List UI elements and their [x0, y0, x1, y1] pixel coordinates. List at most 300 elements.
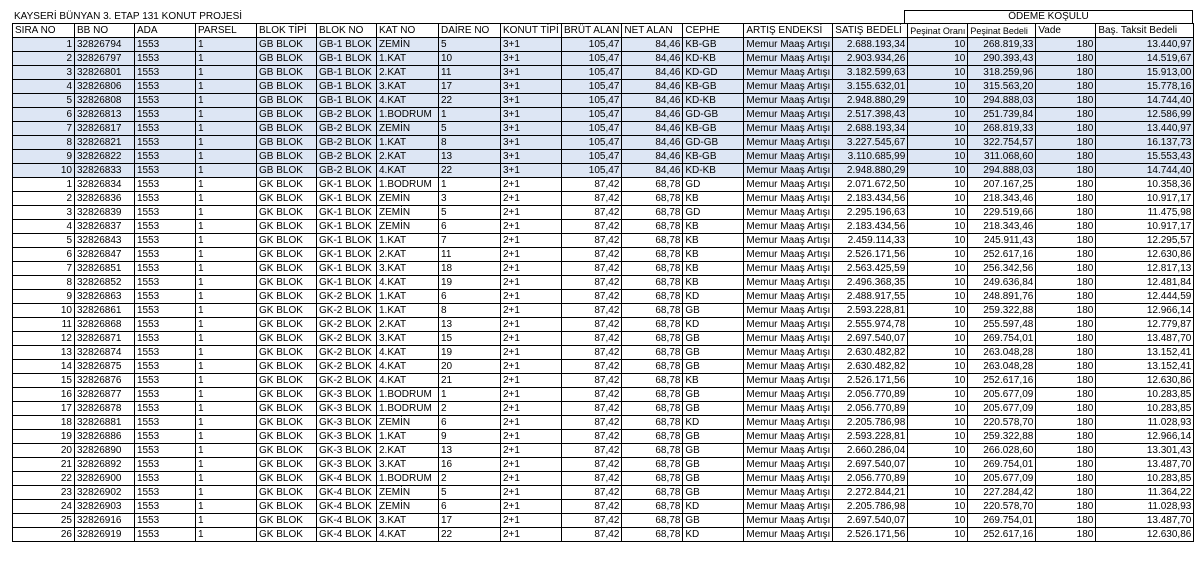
table-cell: ZEMİN	[377, 500, 439, 514]
table-cell: 105,47	[562, 52, 622, 66]
table-cell: 87,42	[562, 388, 622, 402]
table-row	[13, 150, 1194, 164]
table-cell: 252.617,16	[968, 528, 1036, 542]
table-cell: KB	[683, 220, 744, 234]
table-cell: 2.183.434,56	[833, 220, 908, 234]
table-cell: GK BLOK	[257, 332, 317, 346]
table-cell: Memur Maaş Artışı	[744, 458, 833, 472]
table-cell: 2.295.196,63	[833, 206, 908, 220]
table-cell: 84,46	[622, 164, 683, 178]
table-cell: 268.819,33	[968, 38, 1036, 52]
table-row	[13, 52, 1194, 66]
table-cell: 32826834	[75, 178, 135, 192]
table-cell: 1.KAT	[377, 136, 439, 150]
table-cell: GK-2 BLOK	[317, 290, 377, 304]
table-cell: KD	[683, 318, 744, 332]
table-cell: 180	[1036, 514, 1096, 528]
table-cell: 5	[439, 206, 501, 220]
table-cell: 4.KAT	[377, 94, 439, 108]
table-cell: 19	[13, 430, 75, 444]
table-cell: GD	[683, 178, 744, 192]
table-cell: 2+1	[501, 290, 562, 304]
table-cell: KD-KB	[683, 52, 744, 66]
table-row	[13, 486, 1194, 500]
table-cell: 227.284,42	[968, 486, 1036, 500]
table-cell: 1	[196, 136, 257, 150]
table-cell: Memur Maaş Artışı	[744, 164, 833, 178]
table-cell: 10	[908, 304, 968, 318]
table-cell: 10	[908, 234, 968, 248]
table-cell: 12.630,86	[1096, 248, 1194, 262]
table-cell: 315.563,20	[968, 80, 1036, 94]
table-cell: 3.227.545,67	[833, 136, 908, 150]
table-cell: 180	[1036, 66, 1096, 80]
table-cell: 1	[196, 402, 257, 416]
table-cell: 3+1	[501, 150, 562, 164]
table-cell: 256.342,56	[968, 262, 1036, 276]
table-cell: 14.744,40	[1096, 94, 1194, 108]
table-cell: GK-3 BLOK	[317, 402, 377, 416]
table-cell: GB BLOK	[257, 52, 317, 66]
table-cell: 266.028,60	[968, 444, 1036, 458]
table-cell: 3+1	[501, 108, 562, 122]
table-cell: GK BLOK	[257, 444, 317, 458]
column-header: BLOK TİPİ	[257, 24, 317, 38]
table-cell: GK-3 BLOK	[317, 444, 377, 458]
table-cell: 105,47	[562, 66, 622, 80]
table-cell: Memur Maaş Artışı	[744, 66, 833, 80]
table-cell: Memur Maaş Artışı	[744, 388, 833, 402]
table-cell: 269.754,01	[968, 332, 1036, 346]
table-cell: GK BLOK	[257, 346, 317, 360]
table-cell: 13.440,97	[1096, 38, 1194, 52]
column-header: BRÜT ALAN	[562, 24, 622, 38]
table-cell: 32826902	[75, 486, 135, 500]
table-cell: 2.KAT	[377, 66, 439, 80]
table-cell: 11.028,93	[1096, 416, 1194, 430]
table-cell: 84,46	[622, 136, 683, 150]
table-cell: 10	[908, 402, 968, 416]
table-cell: 10	[908, 416, 968, 430]
table-cell: GK-1 BLOK	[317, 178, 377, 192]
table-cell: 248.891,76	[968, 290, 1036, 304]
table-cell: Memur Maaş Artışı	[744, 220, 833, 234]
table-cell: Memur Maaş Artışı	[744, 136, 833, 150]
table-cell: 294.888,03	[968, 164, 1036, 178]
table-cell: 87,42	[562, 416, 622, 430]
table-cell: Memur Maaş Artışı	[744, 500, 833, 514]
table-cell: 10	[908, 500, 968, 514]
table-cell: 249.636,84	[968, 276, 1036, 290]
table-cell: 180	[1036, 304, 1096, 318]
table-cell: 1	[196, 262, 257, 276]
table-cell: 2+1	[501, 374, 562, 388]
table-cell: 2.272.844,21	[833, 486, 908, 500]
table-cell: 2.071.672,50	[833, 178, 908, 192]
table-cell: GB BLOK	[257, 80, 317, 94]
table-cell: 32826881	[75, 416, 135, 430]
table-cell: 32826801	[75, 66, 135, 80]
table-cell: Memur Maaş Artışı	[744, 52, 833, 66]
column-header: CEPHE	[683, 24, 744, 38]
table-cell: Memur Maaş Artışı	[744, 444, 833, 458]
table-cell: 180	[1036, 108, 1096, 122]
table-cell: Memur Maaş Artışı	[744, 234, 833, 248]
table-cell: KB-GB	[683, 38, 744, 52]
table-row	[13, 514, 1194, 528]
table-cell: 11	[439, 248, 501, 262]
table-cell: 13	[439, 318, 501, 332]
table-cell: 15	[439, 332, 501, 346]
table-row	[13, 178, 1194, 192]
table-cell: 18	[13, 416, 75, 430]
table-cell: 20	[439, 360, 501, 374]
table-cell: 9	[13, 150, 75, 164]
table-cell: 1.BODRUM	[377, 402, 439, 416]
table-cell: 1.KAT	[377, 304, 439, 318]
table-cell: 4.KAT	[377, 346, 439, 360]
table-cell: 2+1	[501, 304, 562, 318]
table-cell: GK BLOK	[257, 500, 317, 514]
table-cell: GB	[683, 332, 744, 346]
table-cell: 10	[908, 52, 968, 66]
table-cell: 68,78	[622, 220, 683, 234]
table-cell: 87,42	[562, 290, 622, 304]
table-cell: GK-3 BLOK	[317, 388, 377, 402]
table-cell: 3.KAT	[377, 514, 439, 528]
table-cell: 1.KAT	[377, 430, 439, 444]
table-cell: 1	[196, 514, 257, 528]
table-cell: 10.917,17	[1096, 220, 1194, 234]
table-cell: 68,78	[622, 458, 683, 472]
table-cell: 32826806	[75, 80, 135, 94]
table-cell: 1	[439, 178, 501, 192]
table-cell: 15.913,00	[1096, 66, 1194, 80]
title-row	[12, 10, 1192, 23]
table-cell: 105,47	[562, 122, 622, 136]
table-cell: 311.068,60	[968, 150, 1036, 164]
table-cell: 180	[1036, 164, 1096, 178]
table-cell: 1553	[135, 444, 196, 458]
table-cell: 2.593.228,81	[833, 304, 908, 318]
table-cell: 1	[13, 178, 75, 192]
table-cell: 84,46	[622, 52, 683, 66]
table-cell: 1	[196, 234, 257, 248]
table-cell: GK BLOK	[257, 360, 317, 374]
table-cell: GB-1 BLOK	[317, 80, 377, 94]
table-cell: 2.630.482,82	[833, 360, 908, 374]
table-row	[13, 416, 1194, 430]
table-cell: GK BLOK	[257, 262, 317, 276]
table-cell: 87,42	[562, 192, 622, 206]
table-cell: 16	[439, 458, 501, 472]
housing-table	[12, 23, 1194, 542]
table-cell: 32826833	[75, 164, 135, 178]
table-row	[13, 388, 1194, 402]
table-cell: 87,42	[562, 444, 622, 458]
table-cell: 180	[1036, 94, 1096, 108]
table-cell: 87,42	[562, 332, 622, 346]
table-cell: 2.660.286,04	[833, 444, 908, 458]
table-cell: 1	[196, 52, 257, 66]
table-cell: 68,78	[622, 500, 683, 514]
table-cell: 1553	[135, 360, 196, 374]
table-cell: GK-2 BLOK	[317, 346, 377, 360]
table-cell: 32826851	[75, 262, 135, 276]
table-cell: 22	[439, 528, 501, 542]
table-cell: 1	[196, 206, 257, 220]
table-cell: 1	[196, 500, 257, 514]
table-cell: GK BLOK	[257, 402, 317, 416]
table-cell: 1553	[135, 80, 196, 94]
table-cell: 2.688.193,34	[833, 122, 908, 136]
table-cell: GB	[683, 486, 744, 500]
table-cell: Memur Maaş Artışı	[744, 346, 833, 360]
table-cell: 180	[1036, 360, 1096, 374]
table-cell: 32826797	[75, 52, 135, 66]
table-cell: 32826890	[75, 444, 135, 458]
table-cell: GB BLOK	[257, 108, 317, 122]
table-cell: GK BLOK	[257, 192, 317, 206]
table-cell: 20	[13, 444, 75, 458]
table-cell: 68,78	[622, 528, 683, 542]
table-cell: 180	[1036, 388, 1096, 402]
table-cell: 68,78	[622, 486, 683, 500]
table-cell: 218.343,46	[968, 192, 1036, 206]
table-cell: 3+1	[501, 164, 562, 178]
table-cell: 23	[13, 486, 75, 500]
table-cell: 10	[908, 38, 968, 52]
table-cell: 25	[13, 514, 75, 528]
column-header: Vade	[1036, 24, 1096, 38]
table-cell: 180	[1036, 234, 1096, 248]
table-cell: 2.948.880,29	[833, 94, 908, 108]
table-cell: 180	[1036, 374, 1096, 388]
table-cell: 105,47	[562, 94, 622, 108]
table-cell: 2+1	[501, 248, 562, 262]
table-cell: 251.739,84	[968, 108, 1036, 122]
table-cell: 10	[908, 346, 968, 360]
table-cell: Memur Maaş Artışı	[744, 416, 833, 430]
table-cell: 15	[13, 374, 75, 388]
table-row	[13, 38, 1194, 52]
table-cell: 269.754,01	[968, 458, 1036, 472]
table-cell: 3+1	[501, 80, 562, 94]
table-cell: 21	[439, 374, 501, 388]
table-cell: Memur Maaş Artışı	[744, 248, 833, 262]
table-cell: 13.152,41	[1096, 360, 1194, 374]
table-cell: 1	[196, 192, 257, 206]
table-cell: GK-3 BLOK	[317, 416, 377, 430]
table-cell: 6	[439, 500, 501, 514]
table-cell: 32826847	[75, 248, 135, 262]
table-cell: Memur Maaş Artışı	[744, 150, 833, 164]
table-cell: 180	[1036, 206, 1096, 220]
table-cell: 2+1	[501, 430, 562, 444]
table-cell: 5	[439, 38, 501, 52]
table-cell: 7	[13, 262, 75, 276]
table-cell: 32826836	[75, 192, 135, 206]
table-cell: 10	[908, 136, 968, 150]
table-cell: GB	[683, 472, 744, 486]
table-row	[13, 318, 1194, 332]
table-cell: 10	[908, 80, 968, 94]
table-cell: 12.779,87	[1096, 318, 1194, 332]
table-cell: 263.048,28	[968, 346, 1036, 360]
table-cell: 68,78	[622, 472, 683, 486]
table-cell: Memur Maaş Artışı	[744, 374, 833, 388]
table-cell: 180	[1036, 500, 1096, 514]
table-cell: 87,42	[562, 220, 622, 234]
table-cell: 7	[439, 234, 501, 248]
table-cell: 1	[196, 304, 257, 318]
table-cell: 2+1	[501, 262, 562, 276]
table-cell: 68,78	[622, 276, 683, 290]
table-cell: 3.KAT	[377, 332, 439, 346]
table-cell: 180	[1036, 332, 1096, 346]
table-cell: 18	[439, 262, 501, 276]
table-cell: GK BLOK	[257, 528, 317, 542]
table-cell: Memur Maaş Artışı	[744, 430, 833, 444]
table-cell: 32826813	[75, 108, 135, 122]
table-cell: 1	[196, 388, 257, 402]
table-cell: 1553	[135, 192, 196, 206]
table-cell: 68,78	[622, 346, 683, 360]
table-cell: 10	[908, 444, 968, 458]
table-cell: 32826822	[75, 150, 135, 164]
table-cell: 6	[439, 290, 501, 304]
table-cell: 2.697.540,07	[833, 514, 908, 528]
table-cell: Memur Maaş Artışı	[744, 192, 833, 206]
table-cell: 10.917,17	[1096, 192, 1194, 206]
table-cell: 10.283,85	[1096, 388, 1194, 402]
table-cell: 8	[439, 136, 501, 150]
table-cell: 2+1	[501, 346, 562, 360]
table-cell: 5	[439, 122, 501, 136]
table-cell: 4.KAT	[377, 374, 439, 388]
table-cell: 32826839	[75, 206, 135, 220]
table-cell: 2.056.770,89	[833, 388, 908, 402]
table-cell: GK BLOK	[257, 430, 317, 444]
table-cell: 1553	[135, 220, 196, 234]
table-cell: 68,78	[622, 290, 683, 304]
table-cell: 24	[13, 500, 75, 514]
table-cell: GB	[683, 458, 744, 472]
table-cell: 10.358,36	[1096, 178, 1194, 192]
table-cell: 10	[908, 486, 968, 500]
table-cell: 2+1	[501, 458, 562, 472]
table-cell: 2+1	[501, 318, 562, 332]
spreadsheet	[12, 10, 1194, 542]
table-cell: 1	[196, 164, 257, 178]
table-cell: GK-3 BLOK	[317, 458, 377, 472]
table-cell: 180	[1036, 486, 1096, 500]
table-row	[13, 500, 1194, 514]
table-cell: 9	[439, 430, 501, 444]
table-cell: 180	[1036, 444, 1096, 458]
table-cell: GK-2 BLOK	[317, 332, 377, 346]
table-cell: 68,78	[622, 332, 683, 346]
table-row	[13, 458, 1194, 472]
table-cell: Memur Maaş Artışı	[744, 304, 833, 318]
table-cell: GK BLOK	[257, 234, 317, 248]
table-cell: 1.BODRUM	[377, 108, 439, 122]
table-cell: GK-4 BLOK	[317, 514, 377, 528]
table-cell: 11	[13, 318, 75, 332]
table-cell: 220.578,70	[968, 500, 1036, 514]
table-cell: 180	[1036, 52, 1096, 66]
table-cell: 1.KAT	[377, 234, 439, 248]
table-cell: 68,78	[622, 430, 683, 444]
table-cell: KB	[683, 262, 744, 276]
table-cell: 32826868	[75, 318, 135, 332]
table-cell: 2.903.934,26	[833, 52, 908, 66]
table-cell: 32826843	[75, 234, 135, 248]
table-cell: 32826871	[75, 332, 135, 346]
table-cell: 87,42	[562, 500, 622, 514]
table-cell: 19	[439, 346, 501, 360]
table-cell: 11.475,98	[1096, 206, 1194, 220]
table-cell: ZEMİN	[377, 206, 439, 220]
table-cell: GB-2 BLOK	[317, 150, 377, 164]
table-cell: 180	[1036, 80, 1096, 94]
table-cell: GK BLOK	[257, 248, 317, 262]
table-cell: 2.526.171,56	[833, 248, 908, 262]
table-cell: 205.677,09	[968, 402, 1036, 416]
table-cell: ZEMİN	[377, 192, 439, 206]
table-cell: 180	[1036, 402, 1096, 416]
table-cell: 1.KAT	[377, 52, 439, 66]
table-cell: Memur Maaş Artışı	[744, 178, 833, 192]
table-cell: 1553	[135, 486, 196, 500]
table-cell: GK BLOK	[257, 388, 317, 402]
table-cell: 10	[908, 220, 968, 234]
table-cell: GD-GB	[683, 108, 744, 122]
table-cell: 180	[1036, 192, 1096, 206]
table-cell: 1553	[135, 374, 196, 388]
table-cell: 318.259,96	[968, 66, 1036, 80]
table-row	[13, 234, 1194, 248]
table-cell: KB	[683, 374, 744, 388]
table-row	[13, 248, 1194, 262]
table-cell: 105,47	[562, 38, 622, 52]
table-cell: 5	[13, 94, 75, 108]
table-cell: 2.563.425,59	[833, 262, 908, 276]
table-cell: 2.593.228,81	[833, 430, 908, 444]
table-cell: 87,42	[562, 304, 622, 318]
table-cell: 1553	[135, 122, 196, 136]
table-cell: 2+1	[501, 444, 562, 458]
table-cell: GB	[683, 304, 744, 318]
table-cell: 68,78	[622, 514, 683, 528]
table-cell: 16.137,73	[1096, 136, 1194, 150]
table-cell: 87,42	[562, 206, 622, 220]
table-cell: KD-KB	[683, 94, 744, 108]
table-cell: 2+1	[501, 528, 562, 542]
table-cell: ZEMİN	[377, 122, 439, 136]
table-cell: 1	[196, 416, 257, 430]
table-cell: 32826875	[75, 360, 135, 374]
table-cell: 26	[13, 528, 75, 542]
table-cell: 6	[439, 416, 501, 430]
table-cell: 180	[1036, 38, 1096, 52]
table-cell: 2.697.540,07	[833, 332, 908, 346]
table-cell: 180	[1036, 528, 1096, 542]
table-cell: KB	[683, 234, 744, 248]
table-cell: 3+1	[501, 122, 562, 136]
table-cell: Memur Maaş Artışı	[744, 332, 833, 346]
table-cell: KB-GB	[683, 122, 744, 136]
